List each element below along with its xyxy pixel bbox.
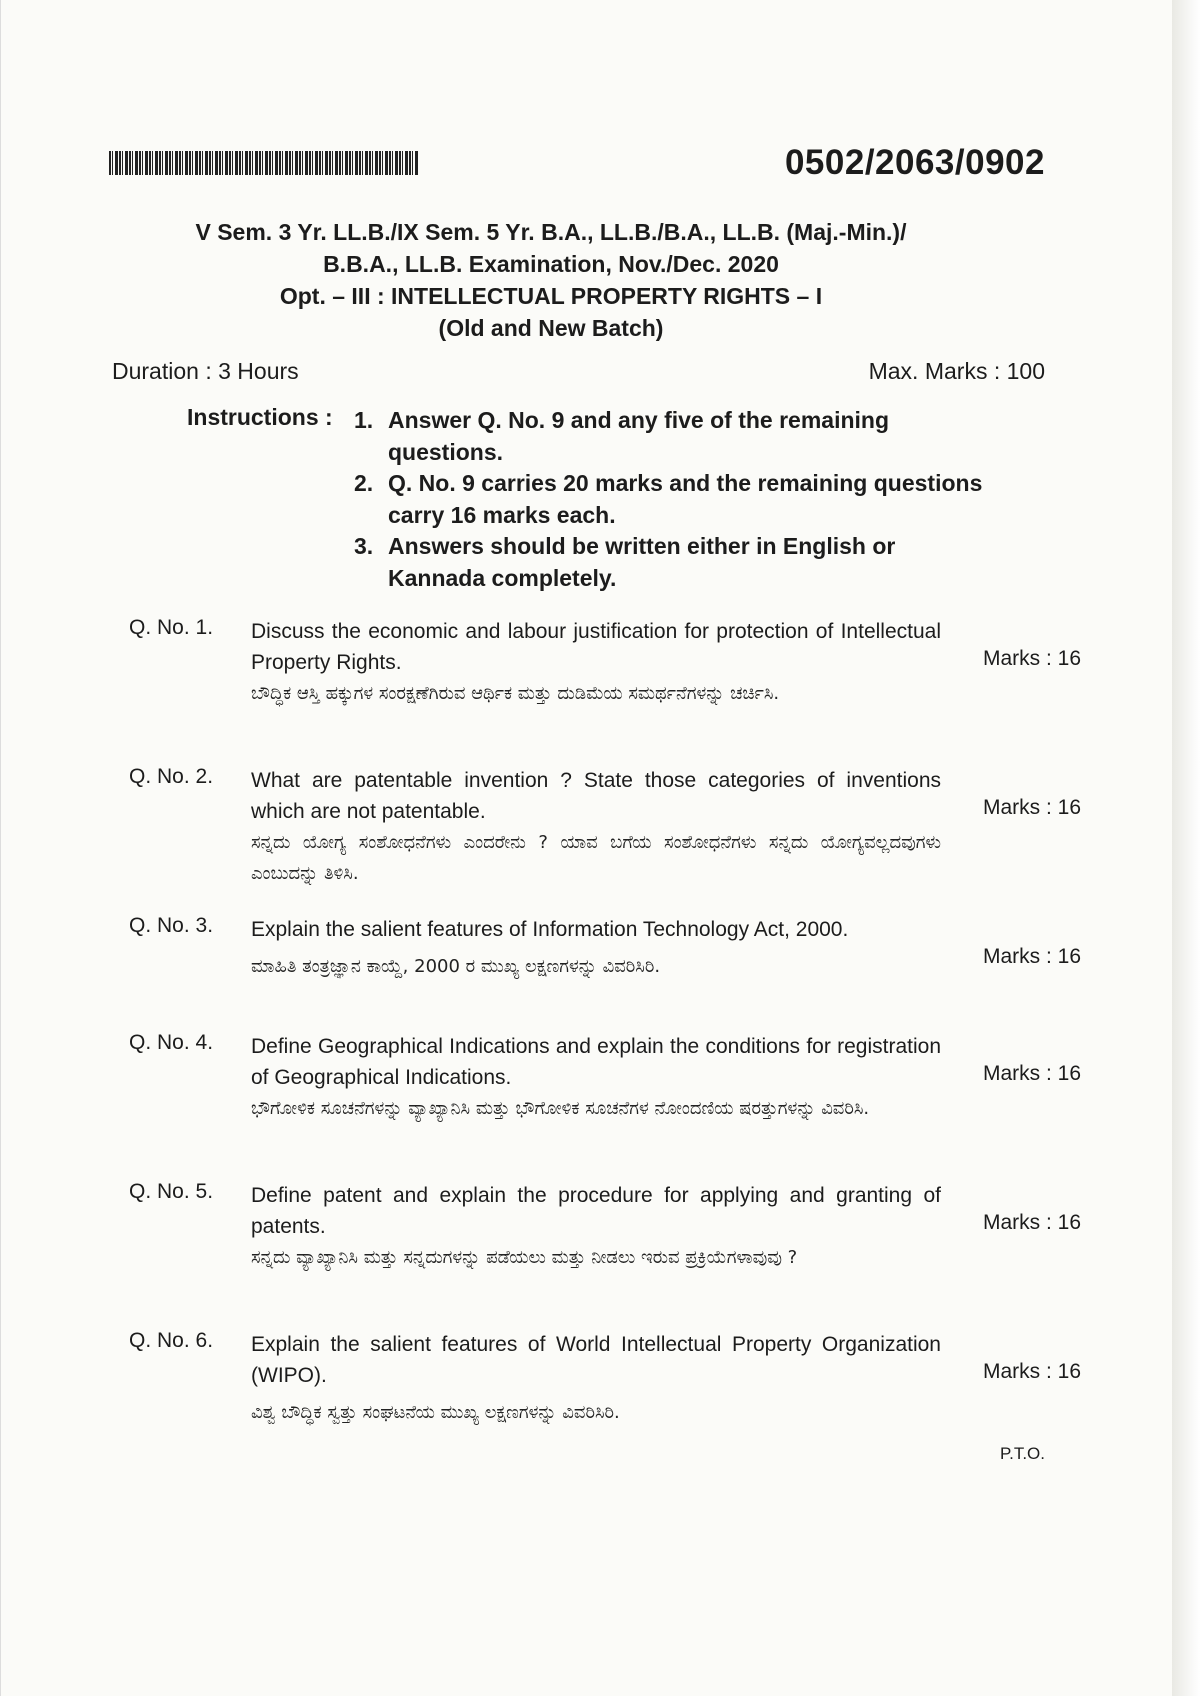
question-text: [251, 616, 941, 709]
question-kannada: ಮಾಹಿತಿ ತಂತ್ರಜ್ಞಾನ ಕಾಯ್ದೆ, 2000 ರ ಮುಖ್ಯ ಲಕ್ಷಣಗಳನ್ನು ವಿವರಿಸಿರಿ.: [251, 956, 661, 977]
instructions-label: Instructions :: [187, 404, 333, 430]
question-number: Q. No. 4.: [129, 1031, 214, 1054]
question-english: What are patentable invention ? State those categories of inventions which are not patentable.: [251, 769, 941, 823]
instruction-item: [354, 467, 1034, 531]
question-english: Define patent and explain the procedure for applying and granting of patents.: [251, 1184, 941, 1238]
question-text: [251, 1031, 941, 1124]
duration: Duration : 3 Hours: [112, 358, 299, 384]
instruction-number: 1.: [354, 407, 374, 433]
question-number: Q. No. 1.: [129, 616, 214, 639]
instruction-text: Q. No. 9 carries 20 marks and the remaining questions carry 16 marks each.: [388, 470, 983, 528]
question-number: Q. No. 6.: [129, 1329, 214, 1352]
question-english: Explain the salient features of Information Technology Act, 2000.: [251, 918, 849, 941]
title-line-4: (Old and New Batch): [438, 315, 664, 341]
question-marks: Marks : 16: [982, 1360, 1081, 1383]
question-english: Define Geographical Indications and explain the conditions for registration of Geographical Indications.: [251, 1035, 941, 1089]
title-line-1: V Sem. 3 Yr. LL.B./IX Sem. 5 Yr. B.A., LL.B./B.A., LL.B. (Maj.-Min.)/: [195, 219, 907, 245]
question-number: Q. No. 3.: [129, 914, 214, 937]
question-text: [251, 1329, 941, 1428]
question-number: Q. No. 2.: [129, 765, 214, 788]
instruction-text: Answer Q. No. 9 and any five of the remaining questions.: [388, 407, 889, 465]
barcode-image: [109, 151, 419, 175]
question-english: Discuss the economic and labour justification for protection of Intellectual Property Rights.: [251, 620, 941, 674]
instruction-number: 2.: [354, 470, 374, 496]
question-kannada: ಭೌಗೋಳಿಕ ಸೂಚನೆಗಳನ್ನು ವ್ಯಾಖ್ಯಾನಿಸಿ ಮತ್ತು ಭೌಗೋಳಿಕ ಸೂಚನೆಗಳ ನೋಂದಣಿಯ ಷರತ್ತುಗಳನ್ನು ವಿವರಿಸಿ.: [251, 1098, 870, 1119]
question-kannada: ಸನ್ನದು ವ್ಯಾಖ್ಯಾನಿಸಿ ಮತ್ತು ಸನ್ನದುಗಳನ್ನು ಪಡೆಯಲು ಮತ್ತು ನೀಡಲು ಇರುವ ಪ್ರಕ್ರಿಯೆಗಳಾವುವು ?: [251, 1247, 798, 1268]
question-marks: Marks : 16: [982, 1062, 1081, 1085]
question-text: [251, 1180, 941, 1273]
page-edge: [1172, 0, 1200, 1696]
question-kannada: ಸನ್ನದು ಯೋಗ್ಯ ಸಂಶೋಧನೆಗಳು ಎಂದರೇನು ? ಯಾವ ಬಗೆಯ ಸಂಶೋಧನೆಗಳು ಸನ್ನದು ಯೋಗ್ಯವಲ್ಲದವುಗಳು ಎಂಬುದನ್ನು ತಿಳಿಸಿ.: [251, 832, 941, 884]
question-number: Q. No. 5.: [129, 1180, 214, 1203]
question-marks: Marks : 16: [982, 1211, 1081, 1234]
question-kannada: ಬೌದ್ಧಿಕ ಆಸ್ತಿ ಹಕ್ಕುಗಳ ಸಂರಕ್ಷಣೆಗಿರುವ ಆರ್ಥಿಕ ಮತ್ತು ದುಡಿಮೆಯ ಸಮರ್ಥನೆಗಳನ್ನು ಚರ್ಚಿಸಿ.: [251, 683, 780, 704]
title-line-2: B.B.A., LL.B. Examination, Nov./Dec. 2020: [323, 251, 779, 277]
instruction-item: [354, 530, 1034, 594]
title-line-3: Opt. – III : INTELLECTUAL PROPERTY RIGHTS – I: [279, 283, 823, 309]
instruction-text: Answers should be written either in English or Kannada completely.: [388, 533, 896, 591]
question-english: Explain the salient features of World Intellectual Property Organization (WIPO).: [251, 1333, 941, 1387]
question-text: [251, 765, 941, 889]
paper-code: 0502/2063/0902: [784, 143, 1045, 182]
question-kannada: ವಿಶ್ವ ಬೌದ್ಧಿಕ ಸ್ವತ್ತು ಸಂಘಟನೆಯ ಮುಖ್ಯ ಲಕ್ಷಣಗಳನ್ನು ವಿವರಿಸಿರಿ.: [251, 1402, 620, 1423]
question-marks: Marks : 16: [982, 945, 1081, 968]
question-marks: Marks : 16: [982, 647, 1081, 670]
question-marks: Marks : 16: [982, 796, 1081, 819]
max-marks: Max. Marks : 100: [868, 358, 1045, 384]
question-text: [251, 914, 941, 982]
pto-label: P.T.O.: [999, 1444, 1045, 1463]
exam-title: [101, 216, 1001, 344]
instruction-item: [354, 404, 1034, 468]
instruction-number: 3.: [354, 533, 374, 559]
